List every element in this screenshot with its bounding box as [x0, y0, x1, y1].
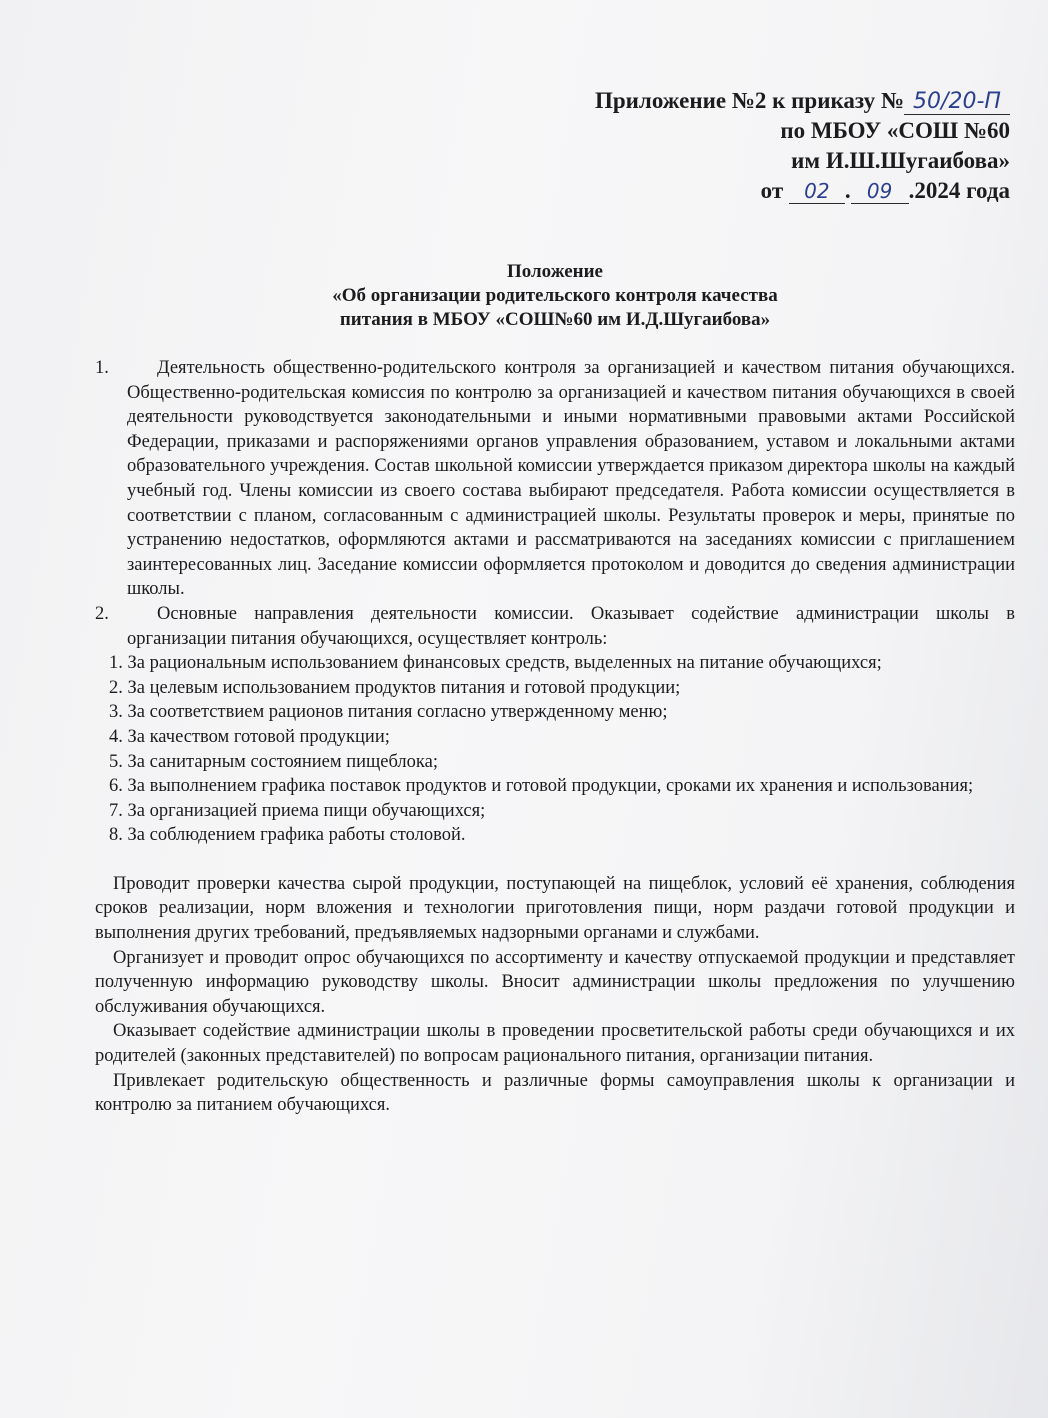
- appendix-date-line: [595, 176, 1010, 206]
- list-item: 2. За целевым использованием продуктов питания и готовой продукции;: [109, 677, 681, 698]
- list-item: 8. За соблюдением графика работы столовой.: [109, 825, 466, 846]
- paragraph-community: Привлекает родительскую общественность и различные формы самоуправления школы к организации и контролю за питанием обучающихся.: [95, 1070, 1015, 1116]
- control-items-list: [95, 651, 1015, 848]
- date-separator: .: [844, 178, 851, 203]
- document-title: [0, 260, 1048, 332]
- paragraph-education: Оказывает содействие администрации школы в проведении просветительской работы среди обучающихся и их родителей (законных представителей) по вопросам рационального питания, организации питания.: [95, 1021, 1015, 1067]
- paragraph-survey: Организует и проводит опрос обучающихся по ассортименту и качеству отпускаемой продукции и представляет полученную информацию руководству школы. Вносит администрации школы предложения по улучшению обслуживания обучающихся.: [95, 947, 1015, 1017]
- list-item: 3. За соответствием рационов питания согласно утвержденному меню;: [109, 702, 668, 723]
- title-line-3: питания в МБОУ «СОШ№60 им И.Д.Шугаибова»: [339, 309, 771, 330]
- appendix-school-line: по МБОУ «СОШ №60: [780, 118, 1010, 143]
- section-2: [95, 602, 1015, 651]
- section-2-number: 2.: [95, 603, 109, 624]
- list-item: 4. За качеством готовой продукции;: [109, 726, 390, 747]
- section-1-text: Деятельность общественно-родительского контроля за организацией и качеством питания обучающихся. Общественно-родительская комиссия по контролю за организацией и качеством питания обучающихся в своей деятельности руководствуется законодательными и иными нормативными правовыми актами Российской Федерации, приказами и распоряжениями органов управления образованием, уставом и локальными актами образовательного учреждения. Состав школьной комиссии утверждается приказом директора школы на каждый учебный год. Члены комиссии из своего состава выбирают председателя. Работа комиссии осуществляется в соответствии с планом, согласованным с администрацией школы. Результаты проверок и меры, принятые по устранению недостатков, оформляются актами и рассматриваются на заседаниях комиссии с приглашением заинтересованных лиц. Заседание комиссии оформляется протоколом и доводится до сведения администрации школы.: [127, 358, 1015, 600]
- appendix-order-line: [595, 86, 1010, 116]
- date-suffix: .2024 года: [908, 178, 1010, 203]
- date-prefix: от: [760, 178, 784, 203]
- title-line-1: Положение: [506, 261, 603, 282]
- section-2-text: Основные направления деятельности комиссии. Оказывает содействие администрации школы в организации питания обучающихся, осуществляет контроль:: [127, 603, 1015, 649]
- blank-line: [95, 848, 1015, 872]
- appendix-label: Приложение №2 к приказу №: [595, 88, 904, 113]
- section-1: [95, 356, 1015, 602]
- section-1-number: 1.: [95, 358, 109, 378]
- document-body: [95, 356, 1015, 1118]
- handwritten-order-number: 50/20-П: [904, 90, 1010, 115]
- title-line-2: «Об организации родительского контроля качества: [332, 285, 778, 306]
- list-item: 1. За рациональным использованием финансовых средств, выделенных на питание обучающихся;: [109, 653, 882, 674]
- handwritten-date-month: 09: [851, 179, 909, 204]
- appendix-header: [595, 86, 1010, 206]
- list-item: 6. За выполнением графика поставок продуктов и готовой продукции, сроками их хранения и использования;: [109, 776, 974, 797]
- list-item: 7. За организацией приема пищи обучающихся;: [109, 800, 486, 821]
- handwritten-date-day: 02: [789, 179, 845, 204]
- list-item: 5. За санитарным состоянием пищеблока;: [109, 751, 438, 772]
- appendix-school-name-line: им И.Ш.Шугаибова»: [791, 148, 1010, 173]
- paragraph-inspections: Проводит проверки качества сырой продукции, поступающей на пищеблок, условий её хранения, соблюдения сроков реализации, норм вложения и технологии приготовления пищи, норм раздачи готовой продукции и выполнения других требований, предъявляемых надзорными органами и службами.: [95, 873, 1015, 944]
